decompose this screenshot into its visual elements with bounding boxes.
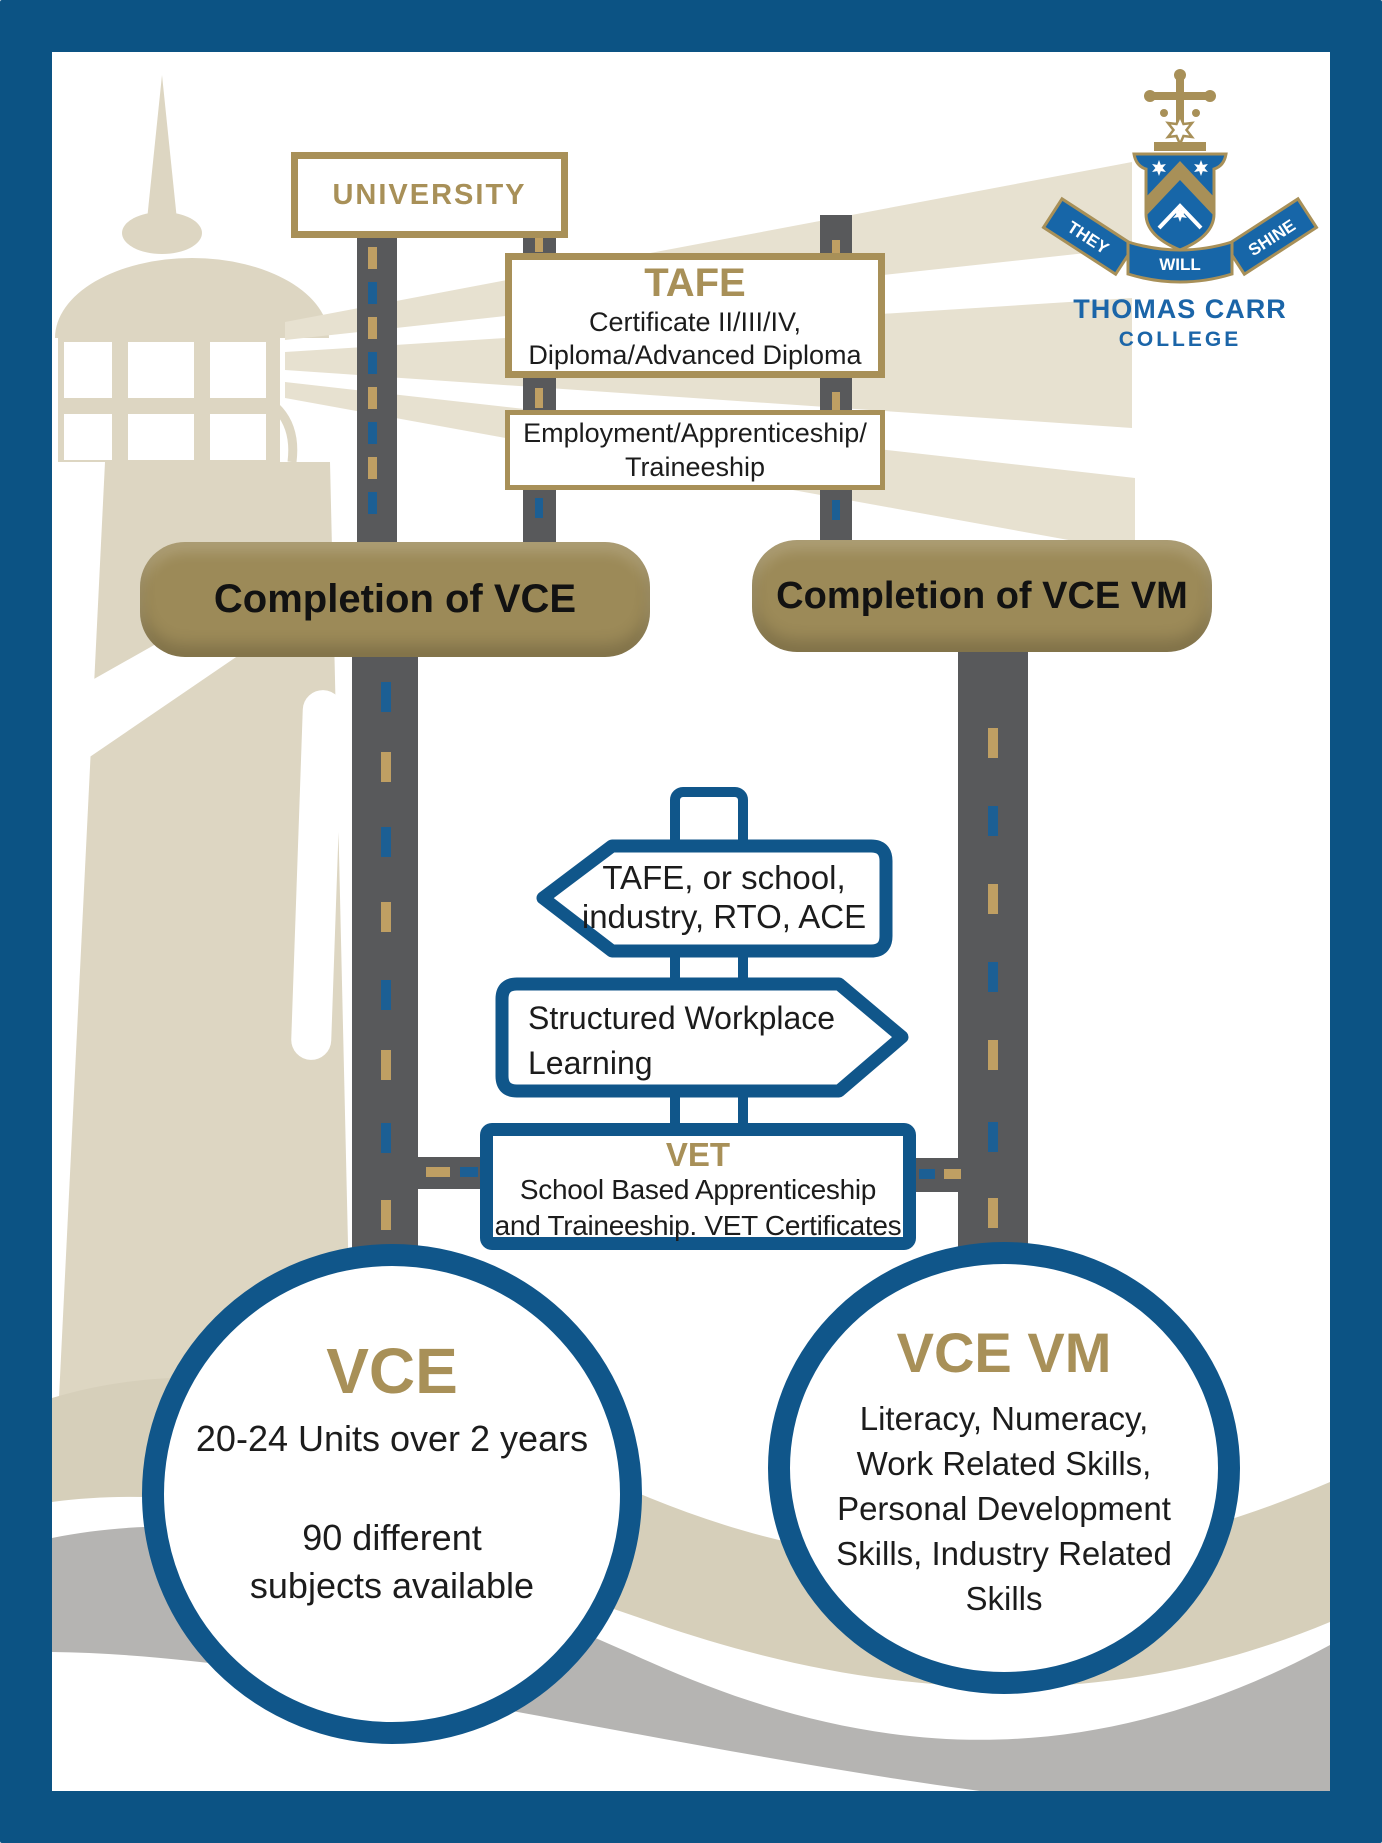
motto-they: THEY bbox=[1063, 217, 1113, 259]
vce-circle-subtitle: 20-24 Units over 2 years bbox=[195, 1418, 589, 1459]
completion-of-vce-vm-banner bbox=[752, 540, 1212, 652]
vce-circle-detail1: 90 different bbox=[302, 1517, 482, 1558]
motto-will: WILL bbox=[1159, 255, 1201, 274]
employment-sign bbox=[505, 410, 885, 490]
tafe-sign-line1: Certificate II/III/IV, bbox=[588, 307, 802, 337]
tafe-sign-title: TAFE bbox=[644, 261, 746, 305]
vce-vm-circle-line5: Skills bbox=[965, 1580, 1043, 1617]
vce-vm-circle-line1: Literacy, Numeracy, bbox=[859, 1400, 1149, 1437]
employment-sign-line2: Traineeship bbox=[624, 452, 766, 482]
employment-sign-line1: Employment/Apprenticeship/ bbox=[523, 418, 867, 448]
road-right bbox=[958, 648, 1028, 1248]
vet-sign-line1: School Based Apprenticeship bbox=[519, 1174, 877, 1205]
tafe-sign-line2: Diploma/Advanced Diploma bbox=[528, 340, 862, 370]
crest-cross-icon bbox=[1144, 69, 1216, 151]
vce-circle-title: VCE bbox=[326, 1335, 458, 1407]
arrow-sign-left-line1: TAFE, or school, bbox=[602, 859, 846, 896]
vce-vm-circle-line4: Skills, Industry Related bbox=[836, 1535, 1172, 1572]
vce-circle bbox=[142, 1244, 642, 1744]
completion-of-vce-vm-label: Completion of VCE VM bbox=[776, 574, 1188, 617]
vce-vm-circle bbox=[768, 1242, 1240, 1694]
vce-vm-circle-title: VCE VM bbox=[896, 1321, 1112, 1384]
vce-vm-circle-line2: Work Related Skills, bbox=[856, 1445, 1152, 1482]
completion-of-vce-label: Completion of VCE bbox=[213, 577, 577, 621]
vet-sign bbox=[480, 1123, 916, 1250]
college-name bbox=[1073, 294, 1287, 351]
arrow-sign-left-line2: industry, RTO, ACE bbox=[581, 898, 867, 935]
arrow-sign-right bbox=[528, 996, 848, 1086]
tafe-sign bbox=[505, 253, 885, 378]
vet-sign-line2: and Traineeship. VET Certificates bbox=[494, 1210, 902, 1241]
motto-shine: SHINE bbox=[1245, 215, 1299, 260]
arrow-sign-left bbox=[573, 858, 875, 936]
arrow-sign-right-line2: Learning bbox=[528, 1045, 653, 1081]
vet-sign-title: VET bbox=[665, 1136, 731, 1173]
university-sign bbox=[291, 152, 568, 238]
vce-vm-circle-line3: Personal Development bbox=[837, 1490, 1171, 1527]
college-name-line1: THOMAS CARR bbox=[1073, 294, 1287, 324]
university-sign-label: UNIVERSITY bbox=[332, 178, 527, 211]
college-name-line2: COLLEGE bbox=[1118, 328, 1242, 351]
college-logo bbox=[1040, 66, 1320, 358]
completion-of-vce-banner bbox=[140, 542, 650, 657]
vce-circle-detail2: subjects available bbox=[249, 1565, 535, 1606]
arrow-sign-right-line1: Structured Workplace bbox=[528, 1000, 836, 1036]
